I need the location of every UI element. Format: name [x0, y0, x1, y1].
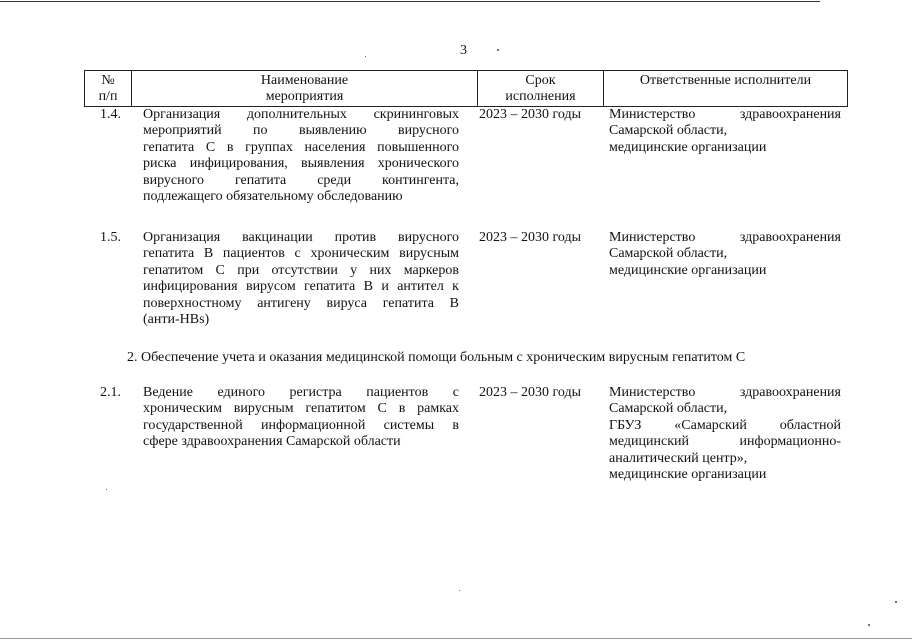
header-number-sublabel: п/п [98, 89, 118, 104]
row-term: 2023 – 2030 годы [479, 107, 582, 122]
header-cell-name [132, 71, 477, 106]
description-line: Организация вакцинации против вирусного [143, 230, 459, 245]
scan-edge-line [0, 638, 912, 639]
header-term-label: Срок [525, 73, 556, 88]
row-number: 1.5. [100, 230, 121, 245]
header-name-label: Наименование [260, 73, 349, 88]
description-line: Ведение единого регистра пациентов с [143, 385, 459, 400]
description-line: гепатитом С при отсутствии у них маркеров [143, 262, 459, 278]
description-line: государственной информационной системы в [143, 417, 459, 433]
description-line: гепатита В пациентов с хроническим вирусным [143, 246, 459, 262]
responsible-line: медицинские организации [609, 139, 767, 155]
page-number: 3 [460, 43, 467, 58]
description-line: подлежащего обязательному обследованию [143, 188, 403, 204]
row-responsible [609, 107, 841, 156]
row-description [143, 385, 459, 451]
responsible-line: Самарской области, [609, 123, 728, 139]
responsible-line: Министерство здравоохранения [609, 385, 841, 400]
description-line: поверхностному антигену вируса гепатита В [143, 295, 459, 311]
responsible-line: ГБУЗ «Самарский областной [609, 417, 841, 433]
header-cell-term [478, 71, 603, 106]
responsible-line: медицинский информационно- [609, 434, 841, 450]
description-line: Организация дополнительных скрининговых [143, 107, 459, 122]
description-line: сфере здравоохранения Самарской области [143, 434, 401, 450]
header-cell-responsible [604, 71, 847, 106]
row-term: 2023 – 2030 годы [479, 230, 582, 245]
row-term: 2023 – 2030 годы [479, 385, 582, 400]
description-line: мероприятий по выявлению вирусного [143, 123, 459, 139]
header-responsible-label: Ответственные исполнители [639, 73, 812, 88]
header-cell-number [85, 71, 131, 106]
description-line: риска инфицирования, выявления хронического [143, 156, 459, 172]
scan-speck [459, 590, 460, 591]
description-line: хроническим вирусным гепатитом С в рамках [143, 401, 459, 417]
header-term-sublabel: исполнения [505, 89, 576, 104]
scan-speck [365, 56, 366, 57]
row-number: 1.4. [100, 107, 121, 122]
responsible-line: медицинские организации [609, 262, 767, 278]
scan-edge-line [0, 1, 820, 2]
responsible-line: Самарской области, [609, 401, 728, 417]
scan-speck [868, 624, 870, 626]
row-responsible [609, 385, 841, 483]
responsible-line: Министерство здравоохранения [609, 107, 841, 122]
responsible-line: Министерство здравоохранения [609, 230, 841, 245]
responsible-line: Самарской области, [609, 246, 728, 262]
description-line: инфицирования вирусом гепатита В и антител к [143, 279, 459, 295]
responsible-line: медицинские организации [609, 466, 767, 482]
header-name-sublabel: мероприятия [265, 89, 344, 104]
description-line: гепатита С в группах населения повышенного [143, 139, 459, 155]
responsible-line: аналитический центр», [609, 450, 748, 466]
table-header [84, 70, 848, 107]
description-line: (анти-HBs) [143, 311, 210, 327]
row-description [143, 230, 459, 328]
row-number: 2.1. [100, 385, 121, 400]
header-number-label: № [101, 73, 115, 88]
scan-speck [497, 49, 499, 51]
row-responsible [609, 230, 841, 279]
description-line: вирусного гепатита среди контингента, [143, 172, 459, 188]
scan-speck [106, 489, 107, 490]
row-description [143, 107, 459, 205]
section-title: 2. Обеспечение учета и оказания медицинской помощи больным с хроническим вирусным гепатитом С [127, 350, 746, 365]
scan-speck [895, 601, 897, 603]
